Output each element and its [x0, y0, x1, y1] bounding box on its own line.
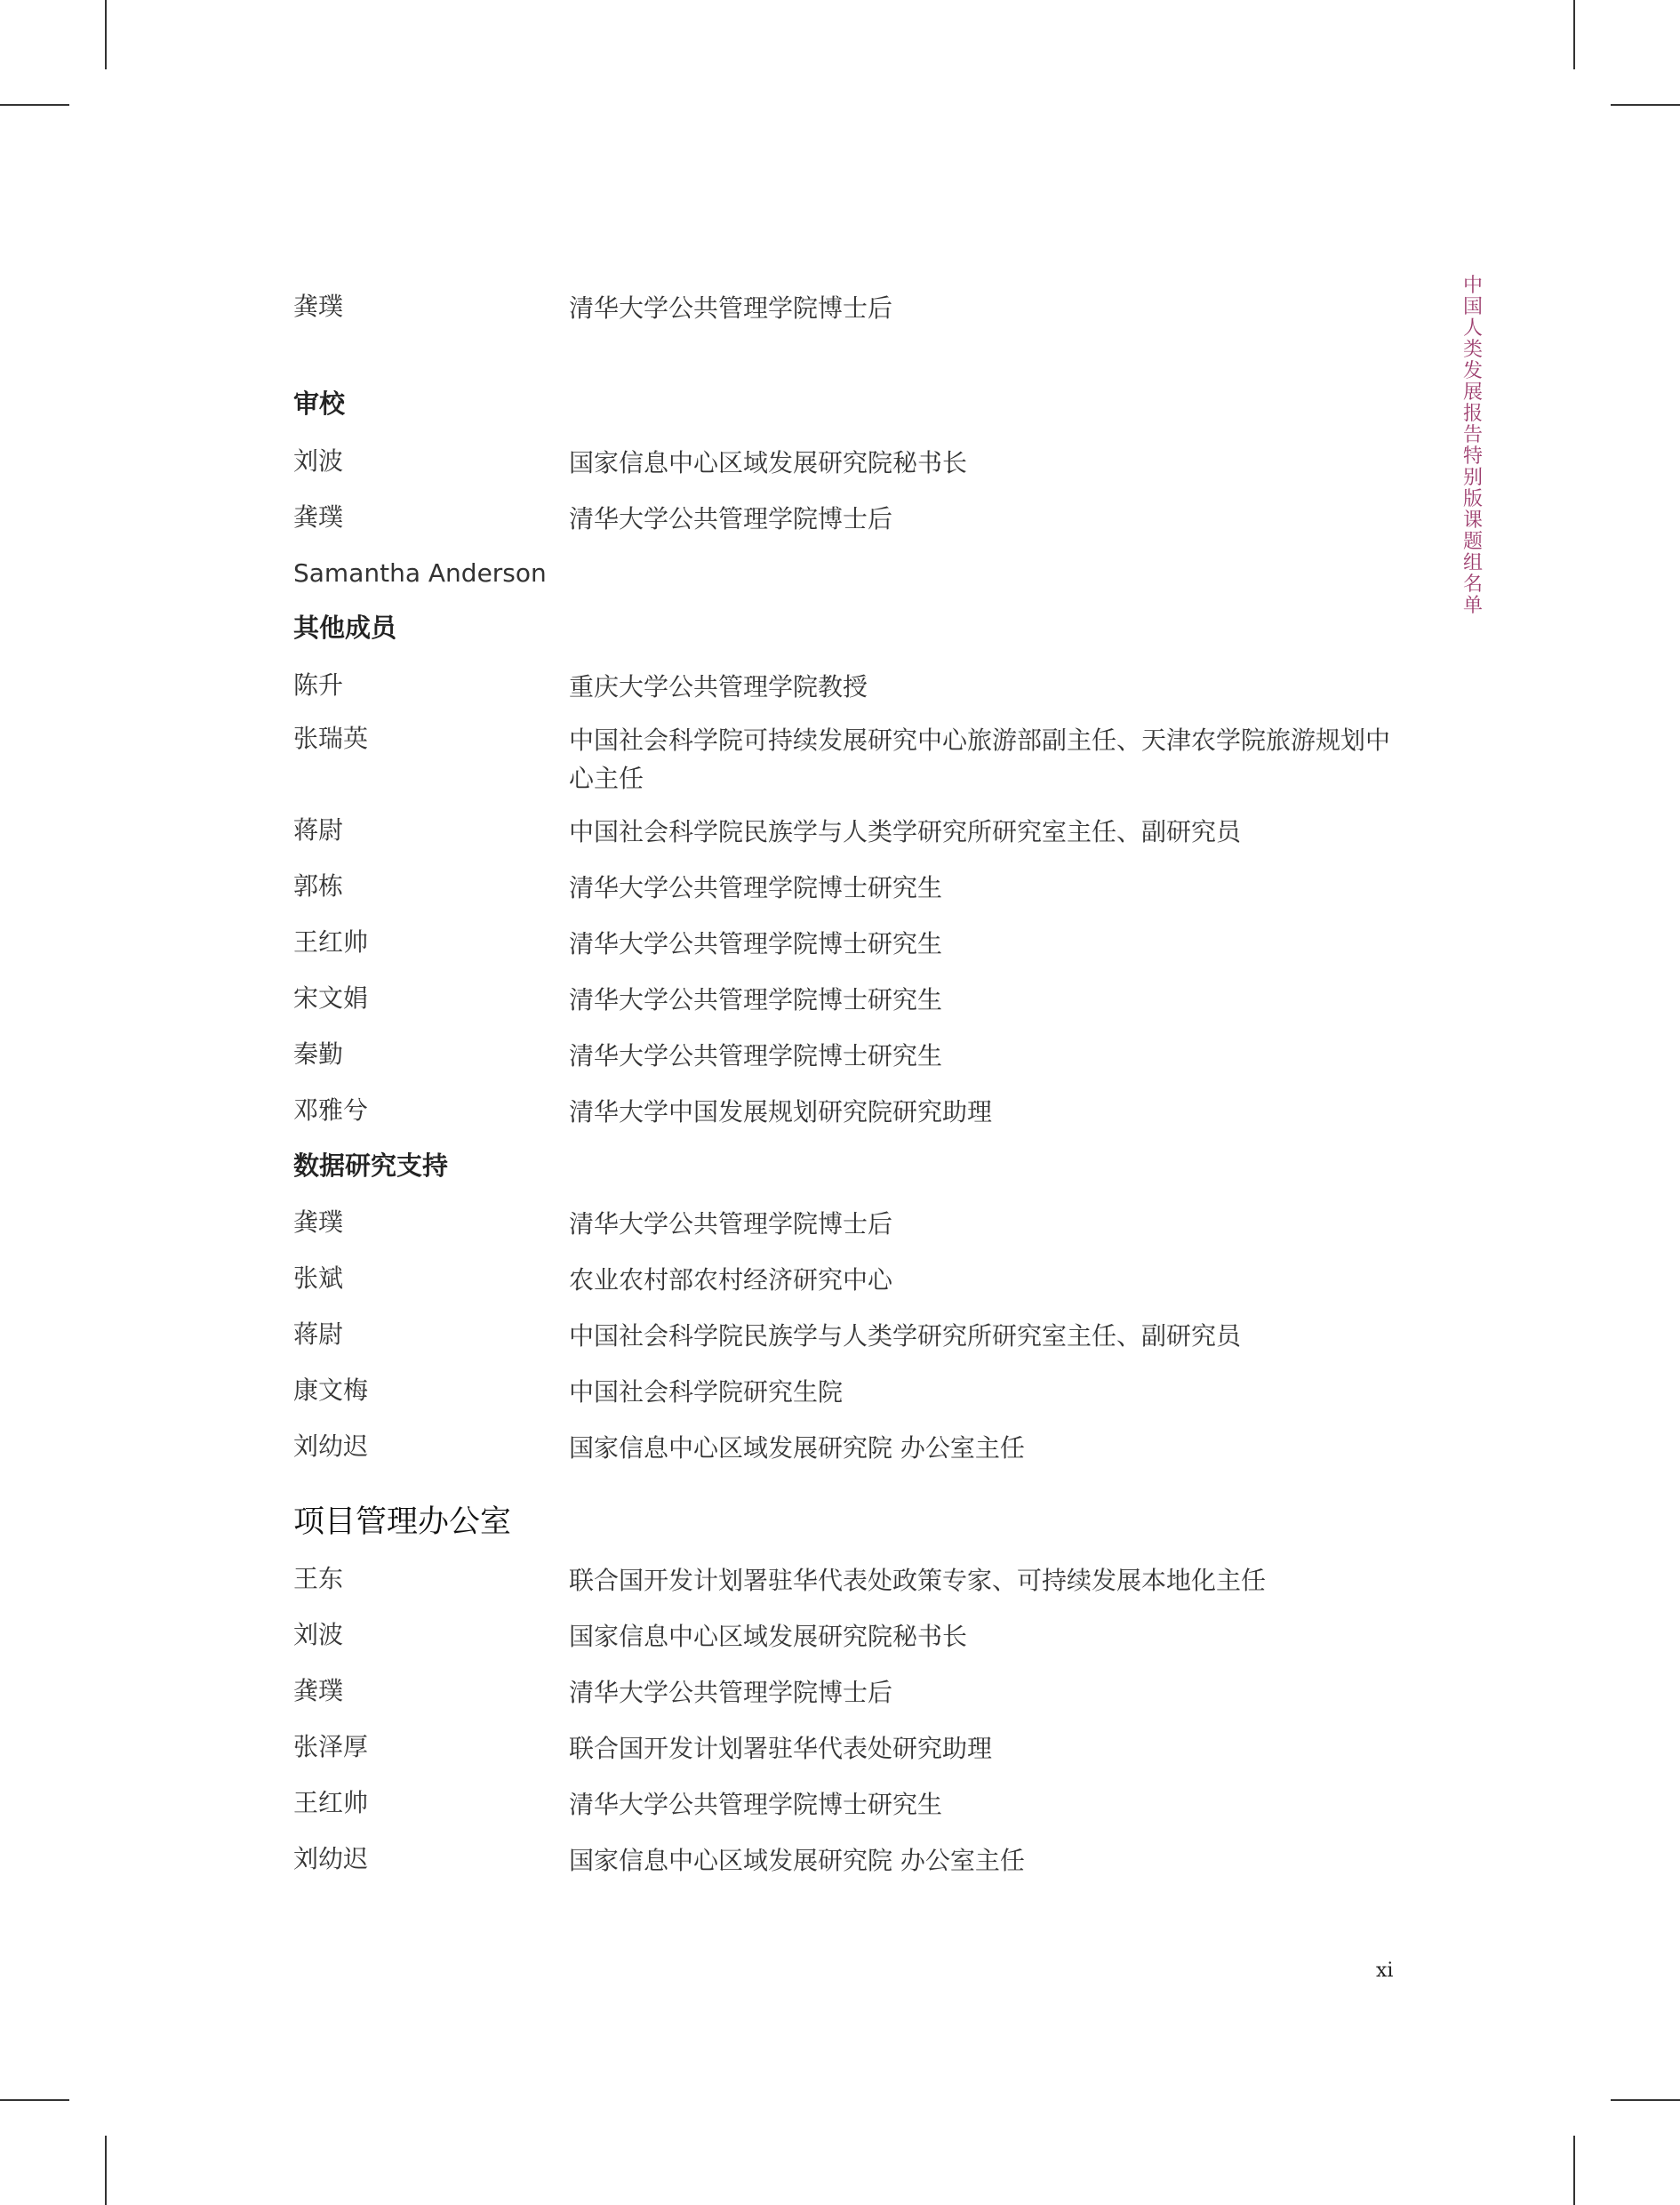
member-affiliation: 清华大学公共管理学院博士研究生 — [569, 929, 943, 958]
section-heading-review: 审校 — [293, 389, 346, 419]
member-name: 康文梅 — [293, 1375, 369, 1405]
member-affiliation: 国家信息中心区域发展研究院 办公室主任 — [569, 1846, 1025, 1875]
member-affiliation: 国家信息中心区域发展研究院秘书长 — [569, 1622, 968, 1651]
member-name: 宋文娟 — [293, 983, 369, 1013]
crop-mark — [105, 2136, 107, 2205]
running-header: 中国人类发展报告特别版课题组名单 — [1462, 275, 1483, 617]
member-affiliation: 中国社会科学院民族学与人类学研究所研究室主任、副研究员 — [569, 817, 1242, 846]
crop-mark — [1573, 0, 1575, 69]
crop-mark — [0, 104, 69, 106]
member-affiliation: 清华大学公共管理学院博士研究生 — [569, 985, 943, 1014]
member-name: 张瑞英 — [293, 724, 369, 753]
member-affiliation: 清华大学公共管理学院博士后 — [569, 1678, 893, 1707]
member-affiliation: 清华大学公共管理学院博士研究生 — [569, 1041, 943, 1070]
member-name: 王东 — [293, 1564, 344, 1593]
section-heading-pmo: 项目管理办公室 — [293, 1504, 512, 1540]
member-name: 蒋尉 — [293, 1319, 344, 1349]
member-affiliation: 中国社会科学院可持续发展研究中心旅游部副主任、天津农学院旅游规划中心主任 — [569, 726, 1391, 793]
crop-mark — [1573, 2136, 1575, 2205]
member-affiliation: 清华大学公共管理学院博士后 — [569, 1209, 893, 1239]
member-name: 王红帅 — [293, 927, 369, 957]
member-affiliation: 清华大学中国发展规划研究院研究助理 — [569, 1097, 993, 1127]
page-number: xi — [1376, 1960, 1394, 1982]
member-name: 郭栋 — [293, 871, 344, 901]
crop-mark — [105, 0, 107, 69]
member-affiliation: 中国社会科学院民族学与人类学研究所研究室主任、副研究员 — [569, 1321, 1242, 1351]
member-affiliation: 国家信息中心区域发展研究院 办公室主任 — [569, 1433, 1025, 1463]
member-name: 龚璞 — [293, 1207, 344, 1237]
member-name: 秦勤 — [293, 1039, 344, 1069]
member-name: 王红帅 — [293, 1788, 369, 1817]
member-name: 陈升 — [293, 670, 344, 700]
member-name: 刘波 — [293, 446, 344, 476]
member-name: 龚璞 — [293, 1676, 344, 1705]
member-affiliation: 中国社会科学院研究生院 — [569, 1377, 844, 1407]
member-affiliation: 重庆大学公共管理学院教授 — [569, 672, 868, 702]
member-affiliation: 清华大学公共管理学院博士后 — [569, 293, 893, 323]
member-name: 刘幼迟 — [293, 1431, 369, 1461]
member-affiliation: 清华大学公共管理学院博士后 — [569, 504, 893, 533]
member-name: 龚璞 — [293, 292, 344, 321]
member-name: 邓雅兮 — [293, 1095, 369, 1125]
section-heading-data-support: 数据研究支持 — [293, 1151, 449, 1181]
member-name: 刘幼迟 — [293, 1844, 369, 1873]
member-affiliation: 联合国开发计划署驻华代表处研究助理 — [569, 1734, 993, 1763]
member-affiliation: 联合国开发计划署驻华代表处政策专家、可持续发展本地化主任 — [569, 1566, 1267, 1595]
member-affiliation: 农业农村部农村经济研究中心 — [569, 1265, 893, 1295]
section-heading-other-members: 其他成员 — [293, 613, 397, 643]
member-name: Samantha Anderson — [293, 558, 547, 588]
member-name: 刘波 — [293, 1620, 344, 1649]
member-affiliation: 国家信息中心区域发展研究院秘书长 — [569, 448, 968, 477]
crop-mark — [1611, 2099, 1680, 2101]
member-affiliation: 清华大学公共管理学院博士研究生 — [569, 873, 943, 902]
crop-mark — [1611, 104, 1680, 106]
member-name: 张斌 — [293, 1263, 344, 1293]
member-affiliation: 清华大学公共管理学院博士研究生 — [569, 1790, 943, 1819]
crop-mark — [0, 2099, 69, 2101]
member-name: 张泽厚 — [293, 1732, 369, 1761]
member-name: 龚璞 — [293, 502, 344, 532]
member-name: 蒋尉 — [293, 815, 344, 845]
